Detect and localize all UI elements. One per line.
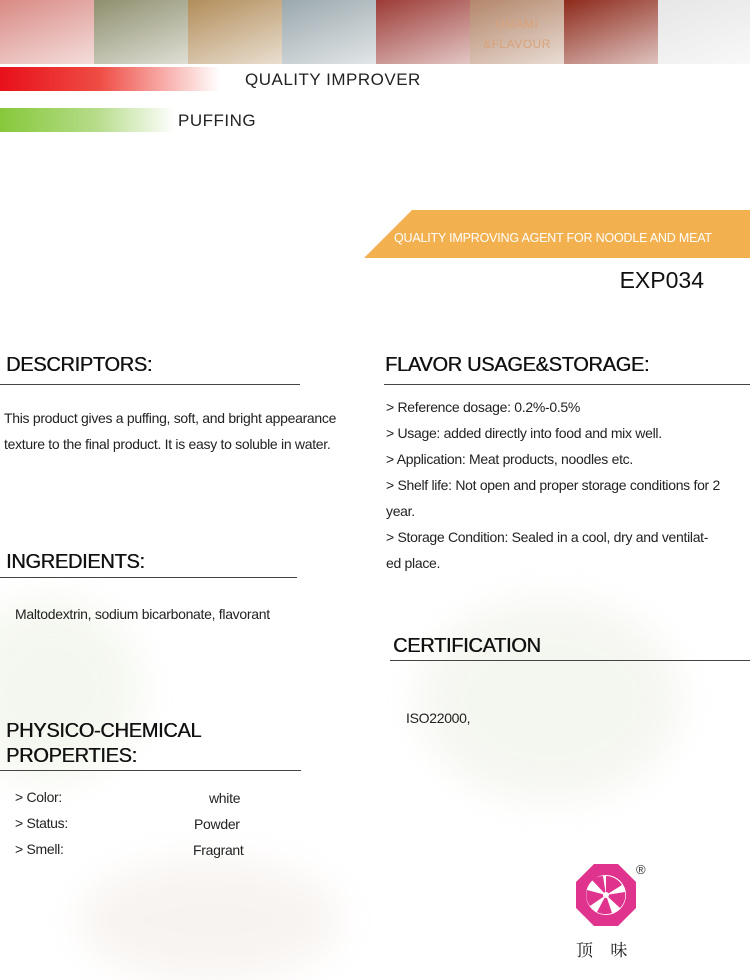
category-title: QUALITY IMPROVER bbox=[245, 70, 421, 89]
descriptors-text bbox=[4, 405, 364, 457]
descriptors-line: This product gives a puffing, soft, and bright appearance bbox=[4, 410, 337, 426]
usage-line: > Application: Meat products, noodles etc. bbox=[386, 451, 633, 467]
usage-line: > Reference dosage: 0.2%-0.5% bbox=[386, 399, 581, 415]
divider bbox=[384, 384, 750, 385]
usage-text bbox=[386, 394, 748, 576]
tile-7 bbox=[658, 0, 750, 64]
brand-logo bbox=[570, 862, 650, 962]
physico-title-line1: PHYSICO-CHEMICAL bbox=[6, 720, 202, 742]
physico-title-line2: PROPERTIES: bbox=[6, 745, 137, 767]
usage-line: year. bbox=[386, 503, 415, 519]
tile-5: UMAMI &FLAVOUR bbox=[470, 0, 564, 64]
usage-line: > Storage Condition: Sealed in a cool, dry and ventilat- bbox=[386, 529, 709, 545]
status-label: > Status: bbox=[15, 815, 68, 831]
product-banner-text: QUALITY IMPROVING AGENT FOR NOODLE AND MEAT bbox=[394, 231, 712, 245]
ingredients-text: Maltodextrin, sodium bicarbonate, flavorant bbox=[15, 606, 270, 622]
registered-mark: ® bbox=[636, 862, 646, 877]
green-accent-band bbox=[0, 108, 175, 132]
physico-title bbox=[6, 719, 201, 769]
product-code: EXP034 bbox=[619, 267, 704, 293]
descriptors-line: texture to the final product. It is easy to soluble in water. bbox=[4, 436, 331, 452]
usage-line: ed place. bbox=[386, 555, 441, 571]
background-decoration bbox=[80, 860, 340, 980]
divider bbox=[390, 660, 750, 661]
divider bbox=[0, 384, 300, 385]
certification-text: ISO22000, bbox=[406, 710, 471, 726]
image-strip bbox=[0, 0, 750, 64]
tile-1 bbox=[94, 0, 188, 64]
descriptors-title: DESCRIPTORS: bbox=[6, 354, 153, 376]
status-value: Powder bbox=[194, 816, 240, 832]
divider bbox=[0, 770, 301, 771]
ingredients-title: INGREDIENTS: bbox=[6, 551, 145, 573]
red-accent-band bbox=[0, 67, 220, 91]
tile-2 bbox=[188, 0, 282, 64]
usage-title: FLAVOR USAGE&STORAGE: bbox=[385, 354, 650, 376]
brand-name: 顶 味 bbox=[576, 941, 634, 961]
divider bbox=[0, 577, 297, 578]
tile-0 bbox=[0, 0, 94, 64]
smell-label: > Smell: bbox=[15, 841, 64, 857]
usage-line: > Usage: added directly into food and mix well. bbox=[386, 425, 662, 441]
tile-6 bbox=[564, 0, 658, 64]
tile-4 bbox=[376, 0, 470, 64]
certification-title: CERTIFICATION bbox=[393, 635, 541, 657]
smell-value: Fragrant bbox=[193, 842, 244, 858]
color-value: white bbox=[209, 790, 241, 806]
color-label: > Color: bbox=[15, 789, 63, 805]
usage-line: > Shelf life: Not open and proper storage conditions for 2 bbox=[386, 477, 720, 493]
background-decoration bbox=[420, 600, 680, 800]
tile-3 bbox=[282, 0, 376, 64]
subcategory-title: PUFFING bbox=[178, 111, 257, 130]
